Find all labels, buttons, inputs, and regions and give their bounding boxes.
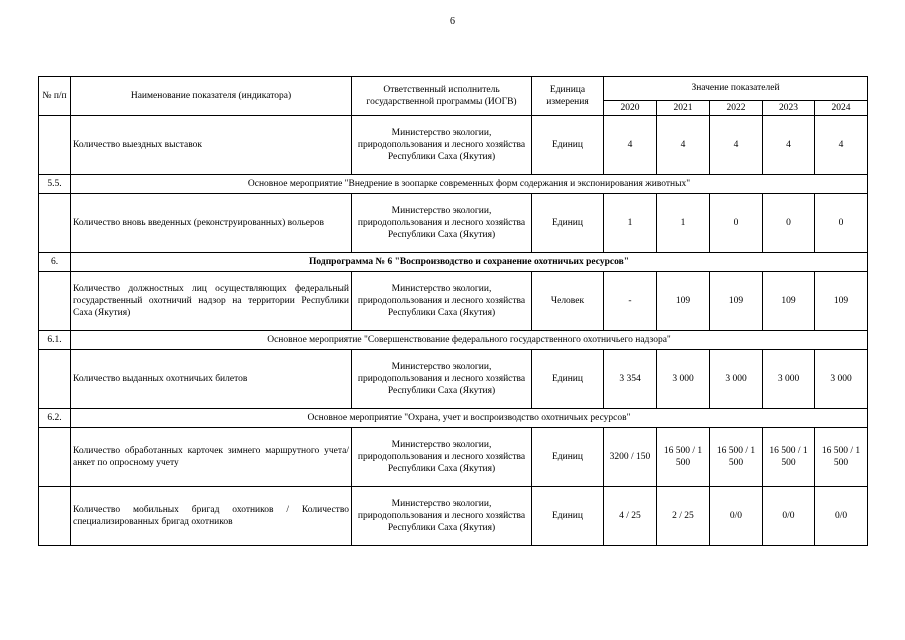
header-values-group: Значение показателей — [604, 77, 868, 101]
value-cell: 3 000 — [763, 350, 815, 409]
indicator-row — [39, 428, 868, 487]
value-cell: 4 — [657, 116, 710, 175]
executor-cell: Министерство экологии, природопользования и лесного хозяйства Республики Саха (Якутия) — [352, 116, 532, 175]
header-year: 2024 — [815, 101, 868, 116]
value-cell: - — [604, 272, 657, 331]
value-cell: 3 000 — [710, 350, 763, 409]
row-num-cell — [39, 116, 71, 175]
value-cell: 0/0 — [815, 487, 868, 546]
section-num-cell: 6.1. — [39, 331, 71, 350]
unit-cell: Единиц — [532, 116, 604, 175]
value-cell: 4 — [815, 116, 868, 175]
indicator-name-cell: Количество мобильных бригад охотников / Количество специализированных бригад охотников — [71, 487, 352, 546]
indicator-name-cell: Количество обработанных карточек зимнего маршрутного учета/анкет по опросному учету — [71, 428, 352, 487]
section-title-cell: Основное мероприятие "Охрана, учет и воспроизводство охотничьих ресурсов" — [71, 409, 868, 428]
executor-cell: Министерство экологии, природопользования и лесного хозяйства Республики Саха (Якутия) — [352, 428, 532, 487]
section-num-cell: 5.5. — [39, 175, 71, 194]
indicator-name-cell: Количество должностных лиц осуществляющих федеральный государственный охотничий надзор на территории Республики Саха (Якутия) — [71, 272, 352, 331]
value-cell: 16 500 / 1 500 — [657, 428, 710, 487]
executor-cell: Министерство экологии, природопользования и лесного хозяйства Республики Саха (Якутия) — [352, 487, 532, 546]
indicator-row — [39, 194, 868, 253]
header-row — [39, 77, 868, 101]
section-title-cell: Основное мероприятие "Совершенствование федерального государственного охотничьего надзора" — [71, 331, 868, 350]
value-cell: 4 — [763, 116, 815, 175]
unit-cell: Единиц — [532, 428, 604, 487]
section-row — [39, 409, 868, 428]
row-num-cell — [39, 272, 71, 331]
unit-cell: Единиц — [532, 350, 604, 409]
indicator-name-cell: Количество выданных охотничьих билетов — [71, 350, 352, 409]
value-cell: 0/0 — [763, 487, 815, 546]
row-num-cell — [39, 350, 71, 409]
section-title-cell: Подпрограмма № 6 "Воспроизводство и сохранение охотничьих ресурсов" — [71, 253, 868, 272]
value-cell: 4 / 25 — [604, 487, 657, 546]
header-year: 2021 — [657, 101, 710, 116]
value-cell: 16 500 / 1 500 — [815, 428, 868, 487]
value-cell: 4 — [710, 116, 763, 175]
row-num-cell — [39, 194, 71, 253]
value-cell: 4 — [604, 116, 657, 175]
indicator-name-cell: Количество выездных выставок — [71, 116, 352, 175]
executor-cell: Министерство экологии, природопользования и лесного хозяйства Республики Саха (Якутия) — [352, 194, 532, 253]
unit-cell: Единиц — [532, 194, 604, 253]
executor-cell: Министерство экологии, природопользования и лесного хозяйства Республики Саха (Якутия) — [352, 272, 532, 331]
value-cell: 16 500 / 1 500 — [763, 428, 815, 487]
row-num-cell — [39, 428, 71, 487]
indicator-row — [39, 272, 868, 331]
value-cell: 109 — [657, 272, 710, 331]
indicators-table — [38, 76, 868, 546]
header-executor: Ответственный исполнитель государственной программы (ИОГВ) — [352, 77, 532, 116]
section-row — [39, 253, 868, 272]
value-cell: 109 — [815, 272, 868, 331]
section-title-cell: Основное мероприятие "Внедрение в зоопарке современных форм содержания и экспонирования животных" — [71, 175, 868, 194]
section-row — [39, 175, 868, 194]
header-unit: Единица измерения — [532, 77, 604, 116]
value-cell: 0 — [710, 194, 763, 253]
value-cell: 109 — [763, 272, 815, 331]
value-cell: 3 000 — [815, 350, 868, 409]
value-cell: 0 — [815, 194, 868, 253]
value-cell: 1 — [657, 194, 710, 253]
value-cell: 3 000 — [657, 350, 710, 409]
value-cell: 0 — [763, 194, 815, 253]
section-num-cell: 6. — [39, 253, 71, 272]
value-cell: 3 354 — [604, 350, 657, 409]
value-cell: 16 500 / 1 500 — [710, 428, 763, 487]
header-year: 2022 — [710, 101, 763, 116]
indicator-row — [39, 116, 868, 175]
value-cell: 1 — [604, 194, 657, 253]
table-body — [39, 77, 868, 546]
value-cell: 0/0 — [710, 487, 763, 546]
header-num: № п/п — [39, 77, 71, 116]
indicator-name-cell: Количество вновь введенных (реконструированных) вольеров — [71, 194, 352, 253]
header-year: 2020 — [604, 101, 657, 116]
indicator-row — [39, 350, 868, 409]
value-cell: 2 / 25 — [657, 487, 710, 546]
unit-cell: Человек — [532, 272, 604, 331]
page-number: 6 — [450, 16, 455, 27]
unit-cell: Единиц — [532, 487, 604, 546]
executor-cell: Министерство экологии, природопользования и лесного хозяйства Республики Саха (Якутия) — [352, 350, 532, 409]
value-cell: 109 — [710, 272, 763, 331]
section-num-cell: 6.2. — [39, 409, 71, 428]
value-cell: 3200 / 150 — [604, 428, 657, 487]
indicator-row — [39, 487, 868, 546]
header-year: 2023 — [763, 101, 815, 116]
section-row — [39, 331, 868, 350]
header-name: Наименование показателя (индикатора) — [71, 77, 352, 116]
row-num-cell — [39, 487, 71, 546]
